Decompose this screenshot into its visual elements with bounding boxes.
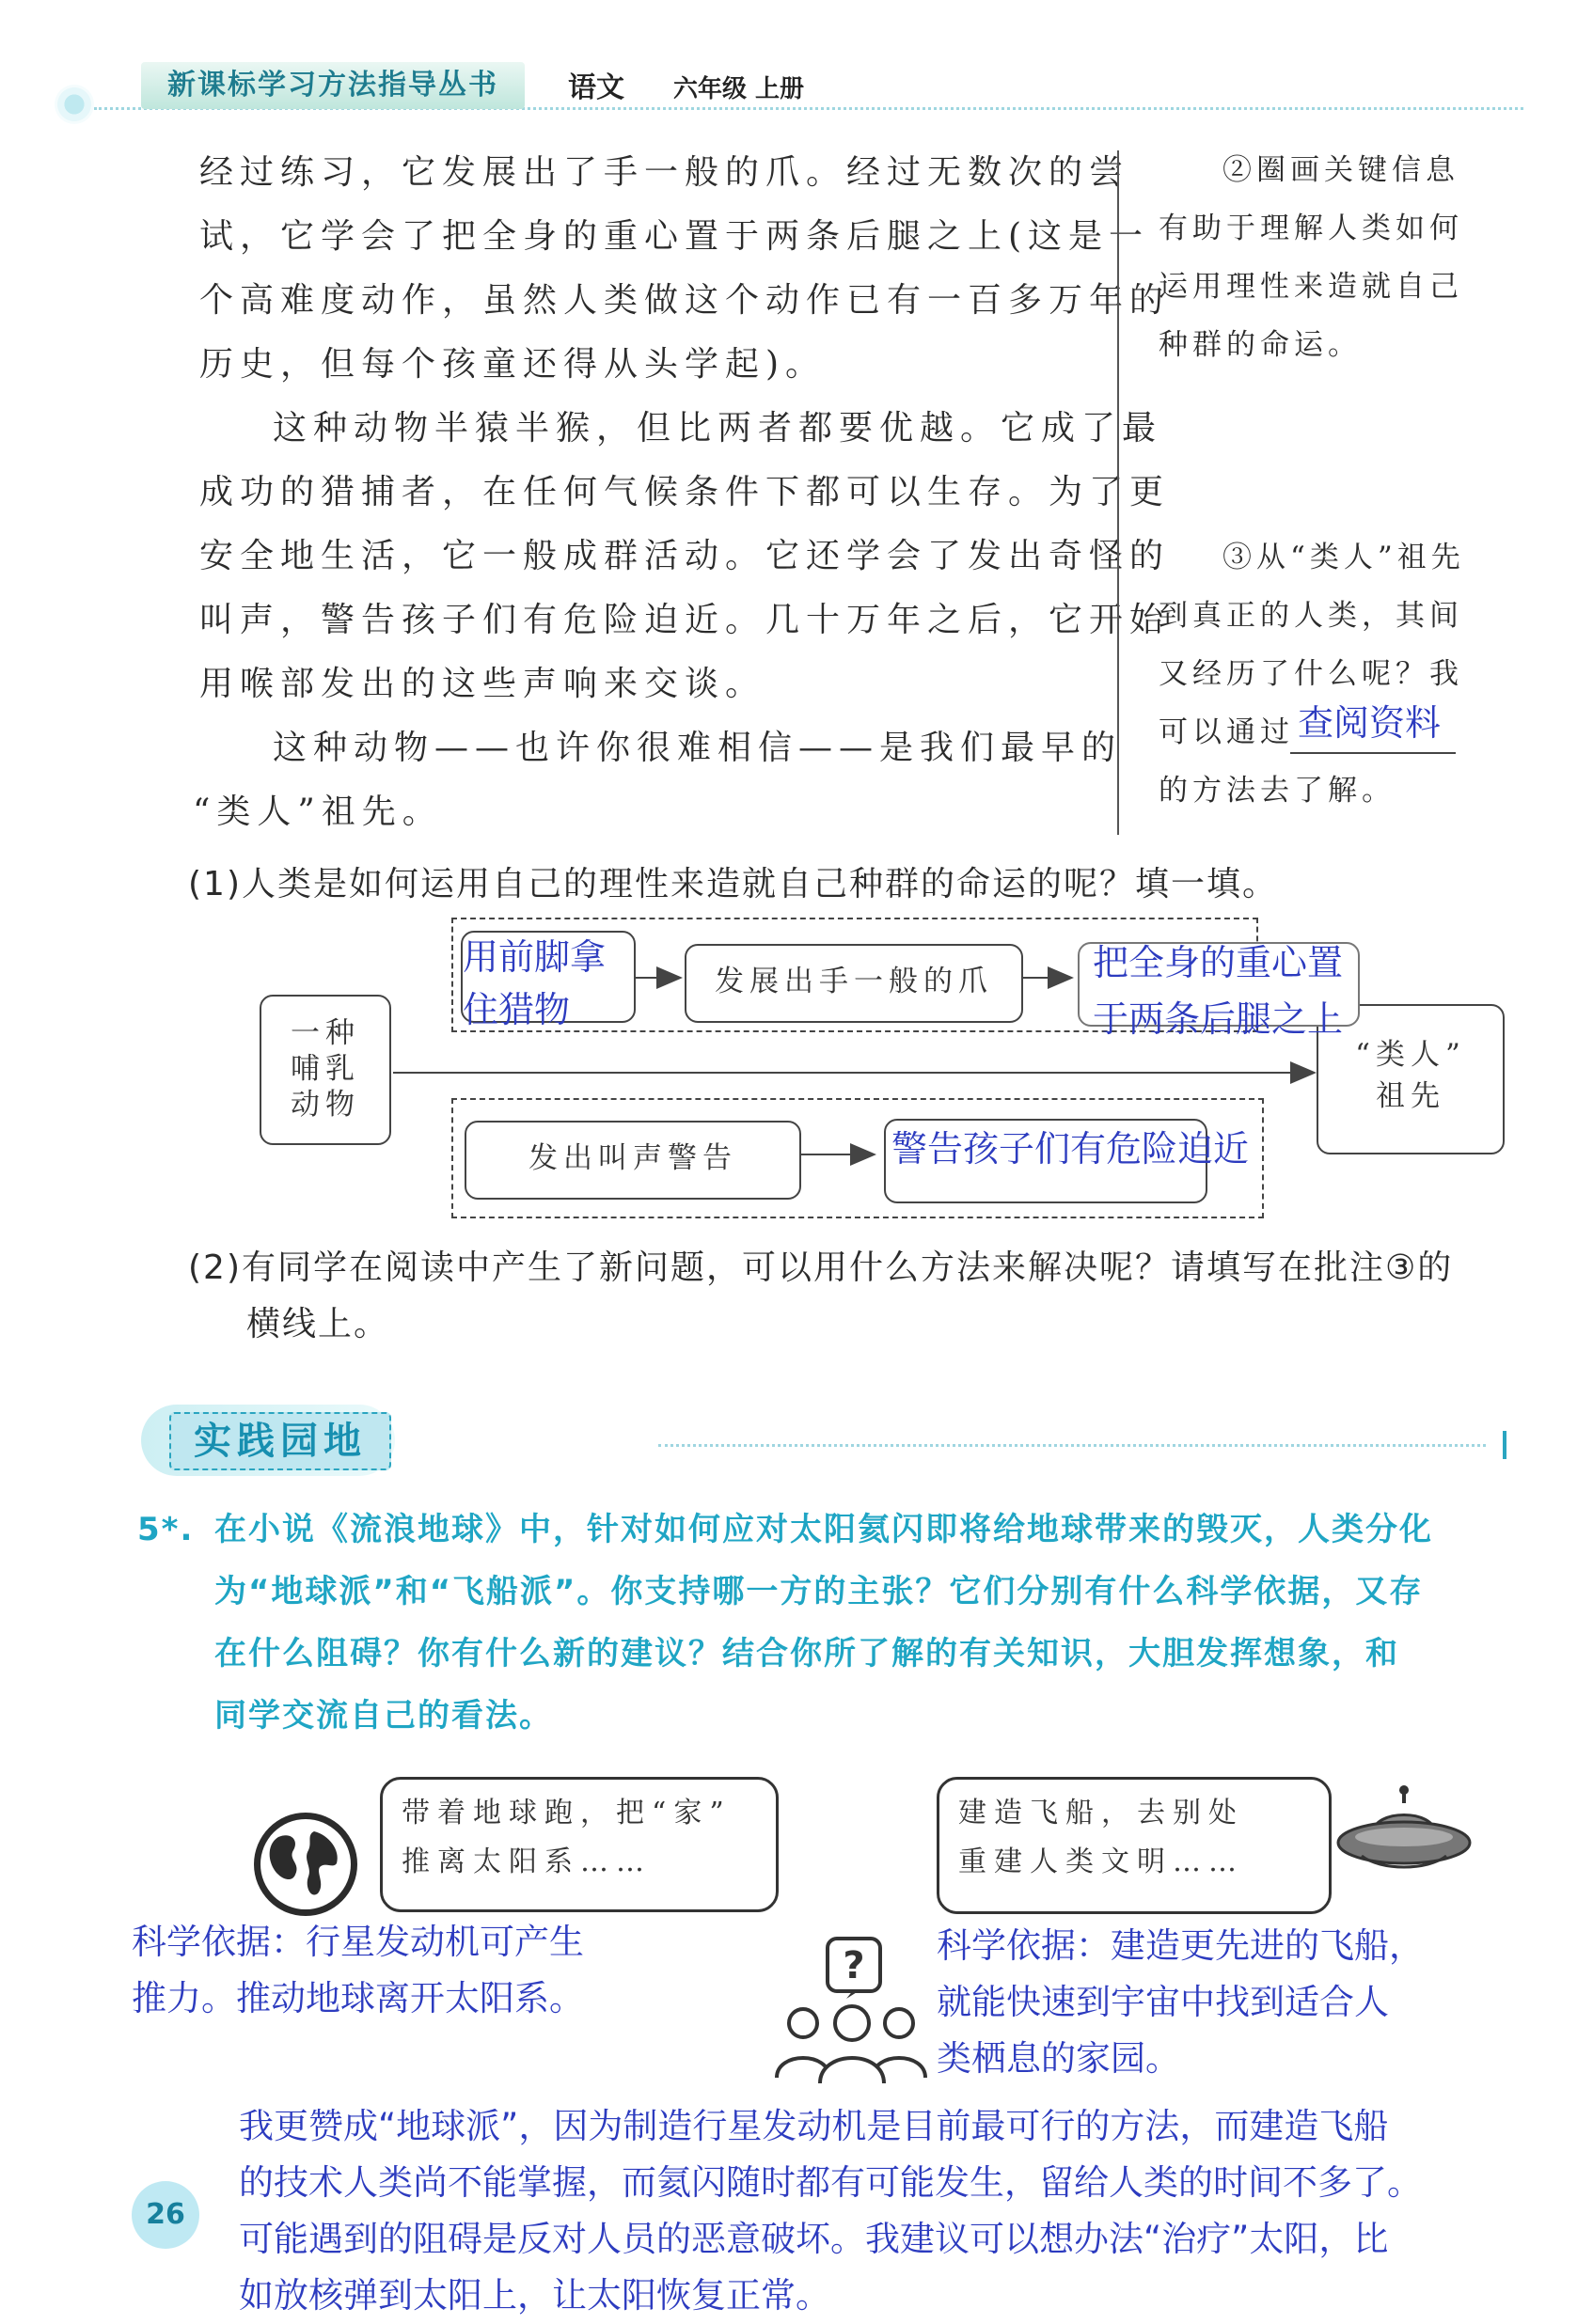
exercise-line: 在小说《流浪地球》中，针对如何应对太阳氦闪即将给地球带来的毁灭，人类分化 — [214, 1511, 1433, 1548]
passage-line: 试，它学会了把全身的重心置于两条后腿之上(这是一 — [199, 217, 1150, 256]
globe-icon — [250, 1809, 361, 1920]
answer-line: 用前脚拿 — [463, 936, 607, 978]
ufo-icon — [1333, 1784, 1475, 1888]
top-step1-answer — [463, 931, 606, 1036]
answer-line: 我更赞成“地球派”，因为制造行星发动机是目前最可行的方法，而建造飞船 — [239, 2106, 1389, 2146]
answer-line: 就能快速到宇宙中找到适合人 — [937, 1982, 1389, 2022]
top-step2-box: 发展出手一般的爪 — [685, 944, 1023, 1023]
passage-line: 成功的猎捕者，在任何气候条件下都可以生存。为了更 — [199, 473, 1171, 511]
ship-basis-answer — [937, 1918, 1424, 2087]
bubble-line: 建造飞船，去别处 — [958, 1797, 1244, 1829]
answer-line: 于两条后腿之上 — [1093, 998, 1344, 1040]
note-line: 运用理性来造就自己 — [1159, 270, 1463, 304]
start-line: 一种 — [291, 1016, 360, 1050]
note-line: ③从“类人”祖先 — [1222, 541, 1465, 574]
opinion-answer — [239, 2098, 1422, 2324]
passage-line: 个高难度动作，虽然人类做这个动作已有一百多万年的 — [199, 281, 1171, 320]
answer-line: 推力。推动地球离开太阳系。 — [132, 1978, 584, 2018]
note-line: 又经历了什么呢？我 — [1159, 657, 1463, 691]
exercise-line: 同学交流自己的看法。 — [214, 1697, 553, 1735]
ship-speech-bubble — [937, 1777, 1332, 1914]
note-line: 到真正的人类，其间 — [1159, 599, 1463, 633]
grade-label: 六年级 上册 — [673, 75, 805, 103]
start-box — [260, 995, 391, 1145]
answer-line: 住猎物 — [463, 989, 571, 1030]
question-people-icon — [771, 1937, 931, 2087]
passage-line: 安全地生活，它一般成群活动。它还学会了发出奇怪的 — [199, 537, 1171, 575]
answer-line: 可能遇到的阻碍是反对人员的恶意破坏。我建议可以想办法“治疗”太阳，比 — [239, 2219, 1389, 2259]
note-line: 有助于理解人类如何 — [1159, 212, 1463, 245]
bubble-line: 推离太阳系…… — [402, 1845, 652, 1878]
bottom-step1-box: 发出叫声警告 — [465, 1121, 801, 1200]
end-line: 祖先 — [1376, 1079, 1445, 1113]
bubble-line: 带着地球跑，把“家” — [402, 1797, 732, 1829]
section-title: 实践园地 — [169, 1412, 391, 1470]
answer-line: 科学依据：行星发动机可产生 — [132, 1922, 584, 1962]
passage-line: 这种动物半猿半猴，但比两者都要优越。它成了最 — [273, 409, 1163, 448]
exercise-line: 为“地球派”和“飞船派”。你支持哪一方的主张？它们分别有什么科学依据，又存 — [214, 1573, 1424, 1610]
passage-line: 经过练习，它发展出了手一般的爪。经过无数次的尝 — [199, 153, 1130, 192]
note-line: 种群的命运。 — [1159, 328, 1362, 362]
section-rule — [658, 1444, 1486, 1447]
answer-line: 的技术人类尚不能掌握，而氦闪随时都有可能发生，留给人类的时间不多了。 — [239, 2162, 1422, 2203]
note-line: 的方法去了解。 — [1159, 774, 1396, 808]
earth-speech-bubble — [380, 1777, 779, 1912]
section-rule-end — [1503, 1431, 1506, 1459]
answer-line: 类栖息的家园。 — [937, 2038, 1180, 2079]
top-step3-answer — [1093, 934, 1343, 1047]
answer-line: 如放核弹到太阳上，让太阳恢复正常。 — [239, 2275, 830, 2316]
passage-line: 这种动物——也许你很难相信——是我们最早的 — [273, 729, 1123, 767]
note-line: ②圈画关键信息 — [1222, 153, 1459, 187]
series-title: 新课标学习方法指导丛书 — [141, 62, 525, 109]
passage-line: “类人”祖先。 — [193, 793, 443, 831]
answer-line: 把全身的重心置 — [1093, 942, 1344, 983]
bottom-step2-answer: 警告孩子们有危险迫近 — [891, 1128, 1250, 1170]
bubble-line: 重建人类文明…… — [958, 1845, 1244, 1878]
svg-text:?: ? — [843, 1944, 865, 1987]
start-line: 哺乳 — [291, 1052, 360, 1086]
start-line: 动物 — [291, 1088, 360, 1122]
question-2: (2)有同学在阅读中产生了新问题，可以用什么方法来解决呢？请填写在批注③的 — [188, 1248, 1454, 1287]
passage-line: 历史，但每个孩童还得从头学起)。 — [199, 345, 827, 384]
exercise-number: 5*. — [137, 1511, 195, 1548]
exercise-line: 在什么阻碍？你有什么新的建议？结合你所了解的有关知识，大胆发挥想象，和 — [214, 1635, 1399, 1672]
question-2-cont: 横线上。 — [246, 1305, 390, 1343]
question-1: (1)人类是如何运用自己的理性来造就自己种群的命运的呢？填一填。 — [188, 865, 1278, 903]
end-line: “类人” — [1355, 1038, 1466, 1072]
answer-line: 科学依据：建造更先进的飞船， — [937, 1925, 1424, 1966]
note3-answer: 查阅资料 — [1298, 702, 1442, 744]
passage-line: 用喉部发出的这些声响来交谈。 — [199, 665, 766, 703]
page-number: 26 — [132, 2181, 199, 2249]
earth-basis-answer — [132, 1914, 584, 2027]
note-line: 可以通过 — [1159, 715, 1294, 749]
passage-line: 叫声，警告孩子们有危险迫近。几十万年之后，它开始 — [199, 601, 1171, 639]
end-box — [1317, 1004, 1505, 1154]
subject-label: 语文 — [568, 71, 624, 104]
